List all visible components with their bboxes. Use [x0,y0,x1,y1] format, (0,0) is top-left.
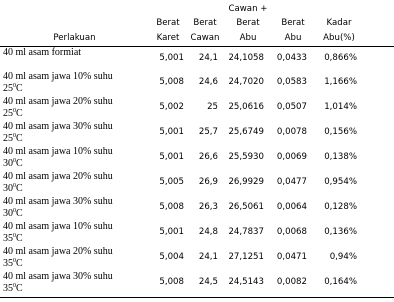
cell-berat-karet: 5,001 [159,152,184,162]
header-berat-abu-line2: Abu [284,33,302,43]
cell-kadar-abu: 0,164% [324,277,357,287]
table-row [0,171,394,196]
cell-kadar-abu: 1,014% [324,102,357,112]
row-label: 40 ml asam formiat [3,47,82,58]
header-berat-cawan-line2: Cawan [190,33,220,43]
cell-berat-karet: 5,008 [159,202,184,212]
cell-cawan-berat-abu: 26,9929 [228,177,264,187]
cell-cawan-berat-abu: 26,5061 [228,202,264,212]
cell-berat-cawan: 25,7 [198,127,218,137]
row-temperature: $25^0C$ [3,108,23,119]
header-cawan-berat-abu-line3: Abu [239,33,257,43]
header-kadar-abu-line1: Kadar [326,18,352,28]
header-berat-cawan-line1: Berat [193,18,217,28]
header-berat-karet-line2: Karet [156,33,180,43]
table-row [0,271,394,296]
cell-berat-abu: 0,0477 [276,177,307,187]
cell-kadar-abu: 0,156% [324,127,357,137]
row-label: 40 ml asam jawa 10% suhu [3,221,113,232]
cell-cawan-berat-abu: 24,1058 [228,53,264,63]
header-cawan-berat-abu-line1: Cawan + [228,4,268,14]
header-cawan-berat-abu-line2: Berat [236,18,260,28]
cell-berat-cawan: 24,5 [198,277,218,287]
cell-cawan-berat-abu: 25,0616 [228,102,264,112]
table-row [0,246,394,271]
cell-berat-cawan: 26,6 [198,152,218,162]
row-label: 40 ml asam jawa 10% suhu [3,146,113,157]
cell-kadar-abu: 0,138% [324,152,357,162]
cell-berat-cawan: 24,1 [198,252,218,262]
table-row [0,96,394,121]
cell-berat-abu: 0,0078 [276,127,307,137]
cell-berat-abu: 0,0069 [276,152,307,162]
row-label: 40 ml asam jawa 20% suhu [3,96,113,107]
cell-berat-abu: 0,0064 [276,202,307,212]
table-row [0,47,394,72]
cell-berat-abu: 0,0471 [276,252,307,262]
cell-berat-abu: 0,0583 [276,77,307,87]
row-temperature: $35^0C$ [3,283,23,294]
table-row [0,71,394,96]
cell-cawan-berat-abu: 25,5930 [228,152,264,162]
header-row-2 [0,16,394,30]
header-berat-abu-line1: Berat [281,18,305,28]
cell-cawan-berat-abu: 24,7837 [228,227,264,237]
header-berat-karet-line1: Berat [156,18,180,28]
cell-berat-cawan: 24,1 [198,53,218,63]
row-label: 40 ml asam jawa 30% suhu [3,196,113,207]
cell-berat-cawan: 24,8 [198,227,218,237]
cell-kadar-abu: 0,136% [324,227,357,237]
bottom-rule [0,297,394,298]
row-temperature: $25^0C$ [3,133,23,144]
row-label: 40 ml asam jawa 20% suhu [3,246,113,257]
row-temperature: $30^0C$ [3,183,23,194]
cell-berat-karet: 5,001 [159,127,184,137]
cell-cawan-berat-abu: 24,5143 [228,277,264,287]
cell-berat-cawan: 26,9 [198,177,218,187]
row-temperature: $35^0C$ [3,258,23,269]
cell-berat-cawan: 26,3 [198,202,218,212]
cell-kadar-abu: 1,166% [324,77,357,87]
cell-berat-karet: 5,001 [159,53,184,63]
cell-berat-karet: 5,002 [159,102,184,112]
cell-berat-abu: 0,0433 [276,53,307,63]
cell-berat-abu: 0,0082 [276,277,307,287]
row-temperature: $30^0C$ [3,158,23,169]
table-row [0,146,394,171]
cell-berat-karet: 5,008 [159,277,184,287]
row-temperature: $25^0C$ [3,83,23,94]
cell-berat-abu: 0,0507 [276,102,307,112]
row-label: 40 ml asam jawa 20% suhu [3,171,113,182]
cell-berat-abu: 0,0068 [276,227,307,237]
cell-cawan-berat-abu: 24,7020 [228,77,264,87]
header-row-3 [0,31,394,45]
cell-berat-cawan: 24,6 [198,77,218,87]
row-temperature: $35^0C$ [3,233,23,244]
cell-kadar-abu: 0,94% [329,252,357,262]
header-row-1 [0,2,394,16]
cell-berat-cawan: 25 [207,102,218,112]
header-kadar-abu-line2: Abu(%) [323,33,355,43]
row-label: 40 ml asam jawa 10% suhu [3,71,113,82]
cell-kadar-abu: 0,128% [324,202,357,212]
table-row [0,121,394,146]
cell-berat-karet: 5,008 [159,77,184,87]
table-row [0,196,394,221]
cell-cawan-berat-abu: 27,1251 [228,252,264,262]
cell-berat-karet: 5,001 [159,227,184,237]
cell-cawan-berat-abu: 25,6749 [228,127,264,137]
cell-berat-karet: 5,004 [159,252,184,262]
cell-berat-karet: 5,005 [159,177,184,187]
row-label: 40 ml asam jawa 30% suhu [3,121,113,132]
cell-kadar-abu: 0,866% [324,53,357,63]
row-temperature: $30^0C$ [3,208,23,219]
row-label: 40 ml asam jawa 30% suhu [3,271,113,282]
header-perlakuan: Perlakuan [53,33,96,43]
table-row [0,221,394,246]
cell-kadar-abu: 0,954% [324,177,357,187]
